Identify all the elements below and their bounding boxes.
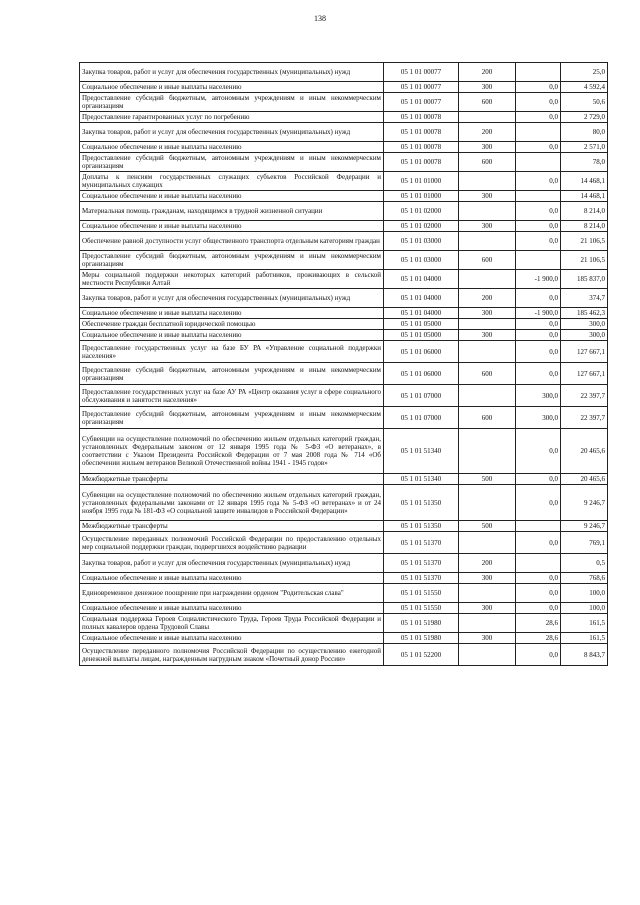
target-code-cell: 05 1 01 00077 — [384, 82, 459, 93]
target-code-cell: 05 1 01 04000 — [384, 308, 459, 319]
expense-type-cell: 600 — [459, 407, 516, 429]
total-amount-cell: 14 468,1 — [561, 172, 608, 191]
total-amount-cell: 100,0 — [561, 584, 608, 603]
change-amount-cell: 0,0 — [516, 474, 561, 485]
table-row — [80, 407, 608, 429]
item-name-cell: Обеспечение равной доступности услуг общественного транспорта отдельным категориям граждан — [80, 232, 384, 251]
item-name-cell: Предоставление субсидий бюджетным, автономным учреждениям и иным некоммерческим организациям — [80, 363, 384, 385]
total-amount-cell: 161,5 — [561, 614, 608, 633]
total-amount-cell: 300,0 — [561, 330, 608, 341]
change-amount-cell: 300,0 — [516, 385, 561, 407]
target-code-cell: 05 1 01 05000 — [384, 319, 459, 330]
expense-type-cell: 200 — [459, 554, 516, 573]
item-name-cell: Обеспечение граждан бесплатной юридической помощью — [80, 319, 384, 330]
item-name-cell: Субвенции на осуществление полномочий по обеспечению жильем отдельных категорий граждан, установленных Федеральным законом от 12 января 1995 года № 5-ФЗ «О ветеранах», в соответствии с Указом Президента Российской Федерации от 7 мая 2008 года № 714 «Об обеспечении жильем ветеранов Великой Отечественной войны 1941 - 1945 годов» — [80, 429, 384, 474]
expense-type-cell — [459, 532, 516, 554]
expense-type-cell: 600 — [459, 251, 516, 270]
expense-type-cell — [459, 644, 516, 666]
target-code-cell: 05 1 01 51370 — [384, 554, 459, 573]
change-amount-cell: 0,0 — [516, 202, 561, 221]
target-code-cell: 05 1 01 51340 — [384, 429, 459, 474]
change-amount-cell: 0,0 — [516, 330, 561, 341]
total-amount-cell: 21 106,5 — [561, 232, 608, 251]
total-amount-cell: 300,0 — [561, 319, 608, 330]
item-name-cell: Меры социальной поддержки некоторых категорий работников, проживающих в сельской местности Республики Алтай — [80, 270, 384, 289]
target-code-cell: 05 1 01 00078 — [384, 153, 459, 172]
table-row — [80, 429, 608, 474]
change-amount-cell — [516, 251, 561, 270]
item-name-cell: Социальное обеспечение и иные выплаты населению — [80, 191, 384, 202]
total-amount-cell: 25,0 — [561, 63, 608, 82]
table-row — [80, 93, 608, 112]
expense-type-cell: 200 — [459, 289, 516, 308]
target-code-cell: 05 1 01 07000 — [384, 407, 459, 429]
expense-type-cell — [459, 319, 516, 330]
expense-type-cell — [459, 270, 516, 289]
total-amount-cell: 0,5 — [561, 554, 608, 573]
table-row — [80, 532, 608, 554]
target-code-cell: 05 1 01 51550 — [384, 584, 459, 603]
total-amount-cell: 127 667,1 — [561, 363, 608, 385]
expense-type-cell — [459, 202, 516, 221]
table-row — [80, 270, 608, 289]
item-name-cell: Социальное обеспечение и иные выплаты населению — [80, 308, 384, 319]
item-name-cell: Субвенции на осуществление полномочий по обеспечению жильем отдельных категорий граждан, установленных федеральными законами от 12 января 1995 года № 5-ФЗ «О ветеранах» и от 24 ноября 1995 года № 181-ФЗ «О социальной защите инвалидов в Российской Федерации» — [80, 485, 384, 521]
table-row — [80, 554, 608, 573]
target-code-cell: 05 1 01 51980 — [384, 633, 459, 644]
total-amount-cell: 374,7 — [561, 289, 608, 308]
item-name-cell: Осуществление переданного полномочия Российской Федерации по осуществлению ежегодной денежной выплаты лицам, награжденным нагрудным знаком «Почетный донор России» — [80, 644, 384, 666]
target-code-cell: 05 1 01 51370 — [384, 532, 459, 554]
change-amount-cell: 0,0 — [516, 532, 561, 554]
table-row — [80, 142, 608, 153]
expense-type-cell: 500 — [459, 521, 516, 532]
item-name-cell: Предоставление государственных услуг на базе БУ РА «Управление социальной поддержки населения» — [80, 341, 384, 363]
change-amount-cell: 0,0 — [516, 485, 561, 521]
target-code-cell: 05 1 01 05000 — [384, 330, 459, 341]
target-code-cell: 05 1 01 02000 — [384, 202, 459, 221]
total-amount-cell: 2 571,0 — [561, 142, 608, 153]
table-row — [80, 221, 608, 232]
expense-type-cell: 600 — [459, 363, 516, 385]
total-amount-cell: 185 462,3 — [561, 308, 608, 319]
item-name-cell: Осуществление переданных полномочий Российской Федерации по предоставлению отдельных мер социальной поддержки граждан, подвергшихся воздействию радиации — [80, 532, 384, 554]
total-amount-cell: 80,0 — [561, 123, 608, 142]
expense-type-cell: 300 — [459, 191, 516, 202]
target-code-cell: 05 1 01 00077 — [384, 93, 459, 112]
item-name-cell: Единовременное денежное поощрение при награждении орденом "Родительская слава" — [80, 584, 384, 603]
expense-type-cell: 500 — [459, 474, 516, 485]
total-amount-cell: 9 246,7 — [561, 521, 608, 532]
total-amount-cell: 8 214,0 — [561, 221, 608, 232]
total-amount-cell: 21 106,5 — [561, 251, 608, 270]
table-row — [80, 633, 608, 644]
target-code-cell: 05 1 01 00077 — [384, 63, 459, 82]
total-amount-cell: 161,5 — [561, 633, 608, 644]
expense-type-cell — [459, 429, 516, 474]
change-amount-cell: 0,0 — [516, 429, 561, 474]
page-number: 138 — [314, 14, 326, 23]
change-amount-cell: 0,0 — [516, 603, 561, 614]
item-name-cell: Социальное обеспечение и иные выплаты населению — [80, 82, 384, 93]
total-amount-cell: 4 592,4 — [561, 82, 608, 93]
table-row — [80, 172, 608, 191]
expense-type-cell: 300 — [459, 308, 516, 319]
table-row — [80, 251, 608, 270]
target-code-cell: 05 1 01 51340 — [384, 474, 459, 485]
total-amount-cell: 50,6 — [561, 93, 608, 112]
table-row — [80, 385, 608, 407]
total-amount-cell: 22 397,7 — [561, 385, 608, 407]
item-name-cell: Предоставление гарантированных услуг по погребению — [80, 112, 384, 123]
change-amount-cell: 0,0 — [516, 289, 561, 308]
table-row — [80, 521, 608, 532]
target-code-cell: 05 1 01 00078 — [384, 112, 459, 123]
item-name-cell: Социальное обеспечение и иные выплаты населению — [80, 142, 384, 153]
item-name-cell: Предоставление субсидий бюджетным, автономным учреждениям и иным некоммерческим организациям — [80, 93, 384, 112]
change-amount-cell: 0,0 — [516, 363, 561, 385]
change-amount-cell: 0,0 — [516, 584, 561, 603]
item-name-cell: Межбюджетные трансферты — [80, 474, 384, 485]
item-name-cell: Закупка товаров, работ и услуг для обеспечения государственных (муниципальных) нужд — [80, 123, 384, 142]
expense-type-cell — [459, 614, 516, 633]
expense-type-cell: 300 — [459, 603, 516, 614]
change-amount-cell: -1 900,0 — [516, 308, 561, 319]
item-name-cell: Закупка товаров, работ и услуг для обеспечения государственных (муниципальных) нужд — [80, 554, 384, 573]
table-row — [80, 123, 608, 142]
target-code-cell: 05 1 01 02000 — [384, 221, 459, 232]
item-name-cell: Предоставление субсидий бюджетным, автономным учреждениям и иным некоммерческим организациям — [80, 251, 384, 270]
expense-type-cell — [459, 232, 516, 251]
item-name-cell: Социальное обеспечение и иные выплаты населению — [80, 603, 384, 614]
change-amount-cell: 0,0 — [516, 93, 561, 112]
item-name-cell: Социальное обеспечение и иные выплаты населению — [80, 221, 384, 232]
budget-table — [79, 62, 608, 666]
change-amount-cell: 0,0 — [516, 112, 561, 123]
change-amount-cell — [516, 191, 561, 202]
change-amount-cell — [516, 123, 561, 142]
expense-type-cell: 300 — [459, 330, 516, 341]
change-amount-cell: 0,0 — [516, 172, 561, 191]
change-amount-cell: 0,0 — [516, 341, 561, 363]
budget-table-body — [80, 63, 608, 666]
target-code-cell: 05 1 01 51550 — [384, 603, 459, 614]
total-amount-cell: 8 214,0 — [561, 202, 608, 221]
expense-type-cell: 600 — [459, 93, 516, 112]
target-code-cell: 05 1 01 01000 — [384, 191, 459, 202]
table-row — [80, 584, 608, 603]
expense-type-cell — [459, 172, 516, 191]
expense-type-cell: 300 — [459, 573, 516, 584]
target-code-cell: 05 1 01 06000 — [384, 363, 459, 385]
item-name-cell: Предоставление субсидий бюджетным, автономным учреждениям и иным некоммерческим организациям — [80, 153, 384, 172]
total-amount-cell: 9 246,7 — [561, 485, 608, 521]
expense-type-cell: 200 — [459, 63, 516, 82]
expense-type-cell: 300 — [459, 82, 516, 93]
expense-type-cell — [459, 341, 516, 363]
table-row — [80, 573, 608, 584]
table-row — [80, 202, 608, 221]
item-name-cell: Социальное обеспечение и иные выплаты населению — [80, 573, 384, 584]
item-name-cell: Межбюджетные трансферты — [80, 521, 384, 532]
change-amount-cell — [516, 153, 561, 172]
total-amount-cell: 8 843,7 — [561, 644, 608, 666]
table-row — [80, 341, 608, 363]
table-row — [80, 289, 608, 308]
total-amount-cell: 127 667,1 — [561, 341, 608, 363]
item-name-cell: Предоставление субсидий бюджетным, автономным учреждениям и иным некоммерческим организациям — [80, 407, 384, 429]
item-name-cell: Социальное обеспечение и иные выплаты населению — [80, 330, 384, 341]
expense-type-cell: 600 — [459, 153, 516, 172]
total-amount-cell: 769,1 — [561, 532, 608, 554]
target-code-cell: 05 1 01 51350 — [384, 485, 459, 521]
expense-type-cell — [459, 385, 516, 407]
target-code-cell: 05 1 01 06000 — [384, 341, 459, 363]
change-amount-cell: 0,0 — [516, 232, 561, 251]
change-amount-cell: -1 900,0 — [516, 270, 561, 289]
table-row — [80, 308, 608, 319]
target-code-cell: 05 1 01 00078 — [384, 142, 459, 153]
table-row — [80, 232, 608, 251]
change-amount-cell: 0,0 — [516, 221, 561, 232]
target-code-cell: 05 1 01 51980 — [384, 614, 459, 633]
table-row — [80, 363, 608, 385]
table-row — [80, 319, 608, 330]
target-code-cell: 05 1 01 04000 — [384, 289, 459, 308]
target-code-cell: 05 1 01 03000 — [384, 232, 459, 251]
change-amount-cell: 0,0 — [516, 142, 561, 153]
item-name-cell: Социальная поддержка Героев Социалистического Труда, Героев Труда Российской Федерации и полных кавалеров ордена Трудовой Славы — [80, 614, 384, 633]
target-code-cell: 05 1 01 04000 — [384, 270, 459, 289]
item-name-cell: Доплаты к пенсиям государственных служащих субъектов Российской Федерации и муниципальных служащих — [80, 172, 384, 191]
item-name-cell: Материальная помощь гражданам, находящимся в трудной жизненной ситуации — [80, 202, 384, 221]
target-code-cell: 05 1 01 51350 — [384, 521, 459, 532]
table-row — [80, 191, 608, 202]
expense-type-cell: 300 — [459, 221, 516, 232]
change-amount-cell: 0,0 — [516, 573, 561, 584]
expense-type-cell: 300 — [459, 142, 516, 153]
target-code-cell: 05 1 01 51370 — [384, 573, 459, 584]
change-amount-cell: 28,6 — [516, 633, 561, 644]
item-name-cell: Закупка товаров, работ и услуг для обеспечения государственных (муниципальных) нужд — [80, 63, 384, 82]
total-amount-cell: 22 397,7 — [561, 407, 608, 429]
table-row — [80, 474, 608, 485]
table-row — [80, 63, 608, 82]
total-amount-cell: 78,0 — [561, 153, 608, 172]
table-row — [80, 82, 608, 93]
total-amount-cell: 2 729,0 — [561, 112, 608, 123]
table-row — [80, 153, 608, 172]
change-amount-cell: 0,0 — [516, 82, 561, 93]
total-amount-cell: 20 465,6 — [561, 474, 608, 485]
change-amount-cell: 0,0 — [516, 644, 561, 666]
total-amount-cell: 100,0 — [561, 603, 608, 614]
table-row — [80, 603, 608, 614]
table-row — [80, 614, 608, 633]
change-amount-cell: 28,6 — [516, 614, 561, 633]
target-code-cell: 05 1 01 52200 — [384, 644, 459, 666]
expense-type-cell — [459, 584, 516, 603]
expense-type-cell: 200 — [459, 123, 516, 142]
change-amount-cell: 0,0 — [516, 319, 561, 330]
item-name-cell: Предоставление государственных услуг на базе АУ РА «Центр оказания услуг в сфере социального обслуживания и занятости населения» — [80, 385, 384, 407]
expense-type-cell — [459, 112, 516, 123]
total-amount-cell: 20 465,6 — [561, 429, 608, 474]
change-amount-cell — [516, 521, 561, 532]
change-amount-cell: 300,0 — [516, 407, 561, 429]
table-row — [80, 330, 608, 341]
item-name-cell: Социальное обеспечение и иные выплаты населению — [80, 633, 384, 644]
table-row — [80, 644, 608, 666]
table-row — [80, 485, 608, 521]
target-code-cell: 05 1 01 07000 — [384, 385, 459, 407]
change-amount-cell — [516, 63, 561, 82]
target-code-cell: 05 1 01 03000 — [384, 251, 459, 270]
change-amount-cell — [516, 554, 561, 573]
total-amount-cell: 14 468,1 — [561, 191, 608, 202]
table-row — [80, 112, 608, 123]
item-name-cell: Закупка товаров, работ и услуг для обеспечения государственных (муниципальных) нужд — [80, 289, 384, 308]
expense-type-cell — [459, 485, 516, 521]
target-code-cell: 05 1 01 00078 — [384, 123, 459, 142]
expense-type-cell: 300 — [459, 633, 516, 644]
total-amount-cell: 768,6 — [561, 573, 608, 584]
total-amount-cell: 185 837,0 — [561, 270, 608, 289]
target-code-cell: 05 1 01 01000 — [384, 172, 459, 191]
